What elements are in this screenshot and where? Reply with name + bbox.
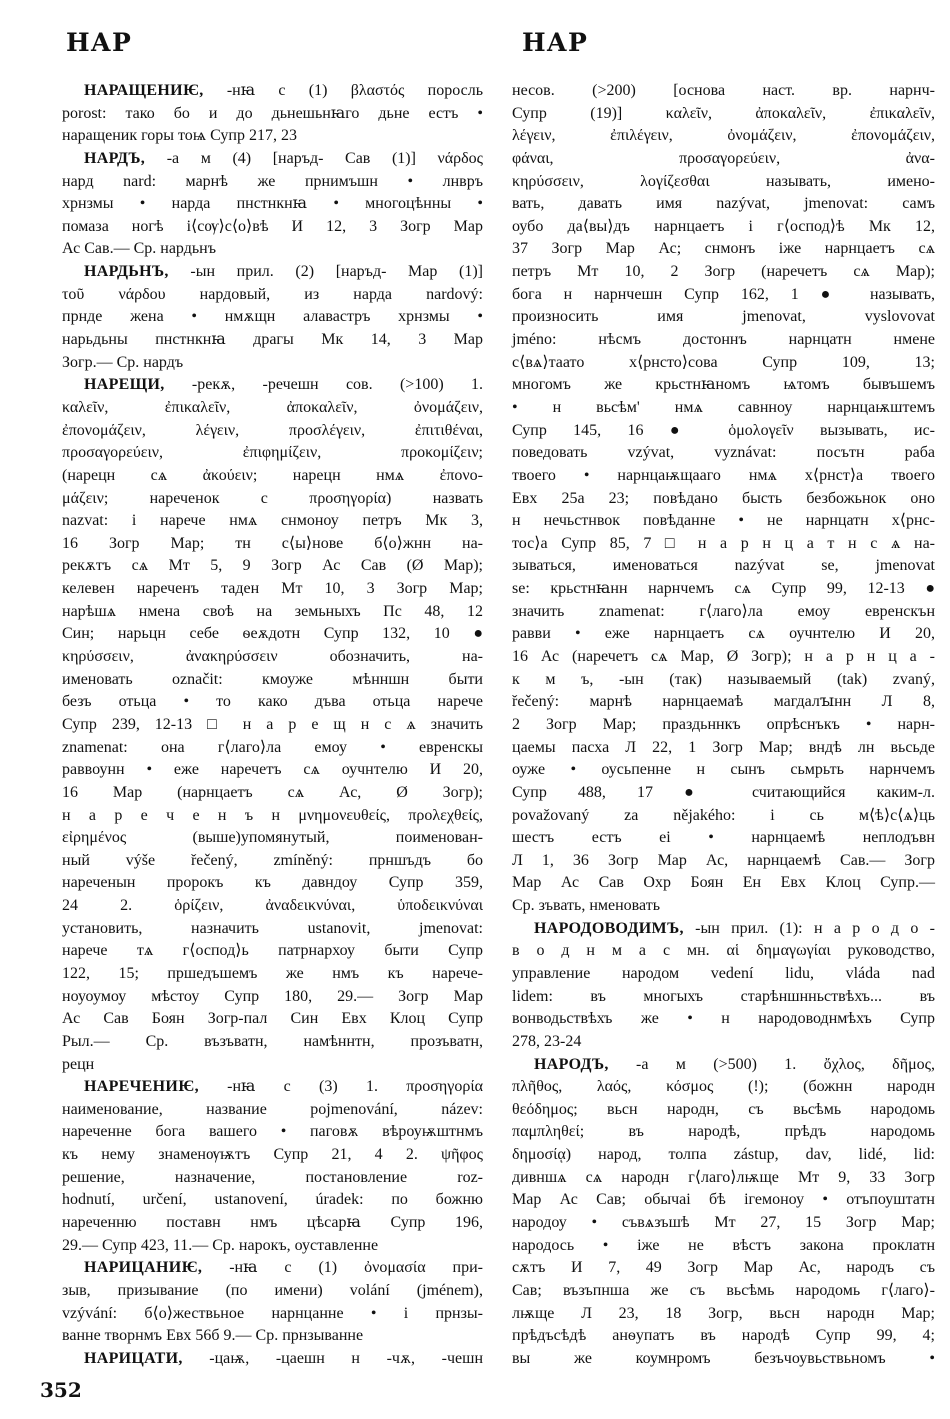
text-line: Зогр.— Ср. нардъ [62, 353, 184, 371]
text-line: 24 2. ὁρίζειν, ἀναδεικνύναι, ὑποδεικνύναι [62, 897, 483, 915]
text-line: зываться, именоваться nazývat se, jmenovat [512, 557, 935, 575]
text-line: решение, назначение, постановление roz- [62, 1168, 483, 1186]
text-line: вонводьствѣхъ же • н народоводнмѣхъ Супр [512, 1010, 935, 1028]
text-line: Ас Сав.— Ср. нардьнъ [62, 240, 216, 258]
text-line: se: крьстнꙗнн нарнчемъ сѧ Супр 99, 12-13 ● [512, 580, 935, 598]
text-line: řečený: марнѣ нарнцаемаѣ магдалꙑнн Л 8, [512, 693, 935, 711]
right-column [512, 80, 935, 1371]
entry-text: -рекѫ, -речешн сов. (>100) 1. [164, 376, 483, 394]
text-line: с⟨вѧ⟩таато х⟨рнсто⟩сова Супр 109, 13; [512, 353, 935, 371]
text-line: н нечьстнвок повѣданне • не нарнцатн х⟨рнс- [512, 512, 935, 530]
text-line: управление народом vedení lidu, vláda nad [512, 964, 935, 982]
text-line: дивншѧ сѧ народн г⟨лаго⟩лѭще Мт 9, 33 Зогр [512, 1168, 935, 1186]
text-line: παμπληθεί; въ народѣ, прѣдъ народомь [512, 1123, 935, 1141]
text-line: φάναι, προσαγορεύειν, ἀνα- [512, 149, 935, 167]
entry-headline [62, 1257, 483, 1280]
headword: НАРОДЪ, [534, 1055, 609, 1073]
text-line: jméno: нѣсмъ достоннъ нарнцатн нмене [512, 331, 935, 349]
entry-text: -а м (4) [наръд- Сав (1)] νάρδος [145, 149, 483, 167]
text-line: znamenat: она г⟨лаго⟩ла емоу • евренскы [62, 738, 483, 756]
text-line: рецн [62, 1055, 95, 1073]
text-line: nazvat: і нарече нмѧ снмоноу петръ Мк 3, [62, 512, 483, 530]
text-line: 278, 23-24 [512, 1032, 582, 1050]
text-line: 16 Мар (нарнцаетъ сѧ Ас, Ø Зогр); [62, 783, 483, 801]
text-line: κηρύσσειν, ἀνακηρύσσειν обозначить, на- [62, 648, 483, 666]
text-line: безъ отьца • то како дъва отьца нарече [62, 693, 483, 711]
text-line: оуже • оусьпенне н сынъ сьмрьть нарнчемъ [512, 761, 935, 779]
text-line: • н вьсѣм' нмѧ савнноу нарнцаѭштемъ [512, 398, 935, 416]
text-line: н а р е ч е н ъ н μνημονευθείς, προλεχθείς, [62, 806, 483, 824]
text-line: хрнзмы • нарда пнстнкнꙗ • многоцѣнны • [62, 195, 483, 213]
entry-text: -нꙗ с (3) 1. προσηγορία [198, 1078, 483, 1096]
text-line: lidem: въ многыхъ старѣншнньствѣхъ... въ [512, 987, 935, 1005]
text-line: 16 Зогр Мар; тн с⟨ы⟩нове б⟨о⟩жнн на- [62, 534, 483, 552]
text-line: považovaný za nějakého: і сь м⟨ѣ⟩с⟨ѧ⟩ць [512, 806, 935, 824]
text-line: шестъ естъ еі • нарнцаемѣ неплодъвн [512, 829, 935, 847]
headword: НАРДЬНЪ, [84, 263, 169, 281]
text-line: сѫтъ И 7, 49 Зогр Мар Ас, народъ съ [512, 1259, 935, 1277]
text-line: народось • іже не вѣстъ закона проклатн [512, 1236, 935, 1254]
headword: НАРЕЧЕНИѤ, [84, 1078, 199, 1096]
text-line: κηρύσσειν, λογίζεσθαι называть, имено- [512, 172, 935, 190]
text-line: Супр 145, 16 ● ὁμολογεῖν вызывать, ис- [512, 421, 935, 439]
headword: НАРЕЩИ, [84, 376, 165, 394]
text-line: именовать označit: кмоуже мѣнншн быти [62, 670, 483, 688]
text-line: ноуоумоу мѣстоу Супр 180, 29.— Зогр Мар [62, 987, 483, 1005]
text-line: тос⟩а Супр 85, 7 □ н а р н ц а т н с ѧ на- [512, 534, 935, 552]
text-line: в о д н м а с мн. αἱ δημαγωγίαι руководство, [512, 942, 935, 960]
text-line: петръ Мт 10, 2 Зогр (наречетъ сѧ Мар); [512, 263, 935, 281]
entry-text: -ын прил. (1): н а р о д о - [683, 919, 935, 937]
text-line: помаза ногѣ і⟨сѹ⟩с⟨о⟩вѣ И 12, 3 Зогр Мар [62, 217, 483, 235]
headword: НАРАЩЕНИѤ, [84, 82, 204, 99]
entry-headline [62, 1348, 483, 1371]
text-line: лѭще Л 23, 18 Зогр, вьсн народн Мар; [512, 1304, 935, 1322]
text-line: μάζειν; нареченок с προσηγορία) назвать [62, 489, 483, 507]
text-line: Син; нарьцн себе ѳеѫдотн Супр 132, 10 ● [62, 625, 483, 643]
entry-text: -нꙗ с (1) ὀνομασία при- [202, 1259, 483, 1277]
text-line: porost: тако бо и до дьнешьнꙗго дьне естъ • [62, 104, 483, 122]
text-line: прѣдъсѣдѣ анѳупатъ въ народѣ Супр 99, 4; [512, 1327, 935, 1345]
text-line: келевен нареченъ таден Мт 10, 3 Зогр Мар; [62, 580, 483, 598]
text-line: вать, давать имя nazývat, jmenovat: самъ [512, 195, 935, 213]
text-line: наращеник горы тоѩ Супр 217, 23 [62, 127, 297, 145]
text-line: произносить имя jmenovat, vyslovovat [512, 308, 935, 326]
headword: НАРИЦАНИѤ, [84, 1259, 203, 1277]
text-line: 37 Зогр Мар Ас; снмонъ іже нарнцаетъ сѧ [512, 240, 935, 258]
text-line: нарьдьны пнстнкнꙗ драгы Мк 14, 3 Мар [62, 331, 483, 349]
text-line: нареченне бога вашего • паговѫ вѣроуѭштнмъ [62, 1123, 483, 1141]
text-line: προσαγορεύειν, ἐπιφημίζειν, προκομίζειν; [62, 444, 483, 462]
text-line: ванне творнмъ Евх 56б 9.— Ср. прнзыванне [62, 1327, 364, 1345]
text-line: оубо да⟨вы⟩дъ нарнцаетъ і г⟨оспод⟩ѣ Мк 12, [512, 217, 935, 235]
text-line: нард nard: марнѣ же прнимъшн • лнвръ [62, 172, 483, 190]
text-line: ἐπονομάζειν, λέγειν, προσλέγειν, ἐπιτιθέναι, [62, 421, 483, 439]
text-line: Рыл.— Ср. възъватн, намѣннтн, прозъватн, [62, 1032, 483, 1050]
text-line: рекѫтъ сѧ Мт 5, 9 Зогр Ас Сав (Ø Мар); [62, 557, 483, 575]
text-line: бога н нарнчешн Супр 162, 1 ● называть, [512, 285, 935, 303]
text-line: нарѣшѧ нмена своѣ на земьныхъ Пс 48, 12 [62, 602, 483, 620]
text-line: Ср. зъвать, нменовать [512, 897, 660, 915]
text-line: раввоунн • еже наречетъ сѧ оучнтелю И 20, [62, 761, 483, 779]
text-line: 122, 15; пршедъшемъ же нмъ къ нарече- [62, 964, 483, 982]
entry-text: -а м (>500) 1. ὄχλος, δῆμος, [608, 1055, 935, 1073]
text-line: значить znamenat: г⟨лаго⟩ла емоу евренскън [512, 602, 935, 620]
text-line: πλῆθος, λαός, κόσμος (!); (божнн народн [512, 1078, 935, 1096]
text-line: vzývání: б⟨о⟩жествьное нарнцанне • і прнзы- [62, 1304, 483, 1322]
text-line: ный výše řečený, zmíněný: прншъдъ бо [62, 851, 483, 869]
entry-text: -ын прил. (2) [наръд- Мар (1)] [168, 263, 483, 281]
text-line: 29.— Супр 423, 11.— Ср. нарокъ, оуставленне [62, 1236, 379, 1254]
text-line: твоего • нарнцаѭщааго нмѧ х⟨рнст⟩а твоего [512, 466, 935, 484]
entry-headline [62, 374, 483, 397]
text-line: θεόδημος; вьсн народн, съ вьсѣмь народомь [512, 1100, 935, 1118]
text-line: поведовать vzývat, vyznávat: посътн раба [512, 444, 935, 462]
left-column [62, 80, 483, 1371]
entry-text: -цаѭ, -цаешн н -чѫ, -чешн [182, 1349, 483, 1367]
text-line: Сав; възъпнша же съ вьсѣмь народомь г⟨лаго⟩- [512, 1281, 935, 1299]
entry-headline [62, 80, 483, 103]
text-line: прнде жена • нмѫщн алавастръ хрнзмы • [62, 308, 483, 326]
text-line: Супр 239, 12-13 □ н а р е щ н с ѧ значить [62, 715, 483, 733]
headword: НАРИЦАТИ, [84, 1349, 183, 1367]
text-line: λέγειν, ἐπιλέγειν, ὀνομάζειν, ἐπονομάζειν, [512, 127, 935, 145]
text-line: к м ъ, -ын (так) называемый (tak) zvaný, [512, 670, 935, 688]
headword: НАРДЪ, [84, 149, 146, 167]
text-line: вы же коумнромъ безъчоувьствьномъ • [512, 1349, 935, 1367]
text-line: Супр (19)] καλεῖν, ἀποκαλεῖν, ἐπικαλεῖν, [512, 104, 935, 122]
text-line: цаемы пасха Л 22, 1 Зогр Мар; вндѣ лн вьсьде [512, 738, 935, 756]
text-line: καλεῖν, ἐπικαλεῖν, ἀποκαλεῖν, ὀνομάζειν, [62, 398, 483, 416]
text-line: 2 Зогр Мар; праздьннкъ опрѣснъкъ • нарн- [512, 715, 935, 733]
entry-headline [62, 261, 483, 284]
text-line: нареченню поставн нмъ цѣсарꙗ Супр 196, [62, 1214, 483, 1232]
entry-headline [512, 1054, 935, 1077]
text-line: τοῦ νάρδου нардовый, из нарда nardový: [62, 285, 483, 303]
entry-headline [512, 918, 935, 941]
text-line: къ нему знаменѹѭтъ Супр 21, 4 2. ψῆφος [62, 1146, 483, 1164]
text-line: Супр 488, 17 ● считающийся каким-л. [512, 783, 935, 801]
text-line: hodnutí, určení, ustanovení, úradek: по божню [62, 1191, 483, 1209]
entry-headline [62, 1076, 483, 1099]
text-line: Мар Ас Сав Охр Боян Ен Евх Клоц Супр.— [512, 874, 935, 892]
text-line: (нарецн сѧ ἀκούειν; нарецн нмѧ ἐπονο- [62, 466, 483, 484]
text-line: несов. (>200) [основа наст. вр. нарнч- [512, 82, 935, 99]
text-line: Евх 25а 23; повѣдано бысть безбожьнок оно [512, 489, 935, 507]
text-line: Мар Ас Сав; обычаі бѣ ігемоноу • отъпоуштатн [512, 1191, 935, 1209]
entry-text: -нꙗ с (1) βλαστός поросль [203, 82, 483, 99]
running-head-right: НАР [522, 28, 588, 57]
text-line: Л 1, 36 Зогр Мар Ас, нарнцаемѣ Сав.— Зогр [512, 851, 935, 869]
entry-headline [62, 148, 483, 171]
headword: НАРОДОВОДИМЪ, [534, 919, 684, 937]
text-line: народоу • съвѧзъшѣ Мт 27, 15 Зогр Мар; [512, 1214, 935, 1232]
text-line: нарече тѧ г⟨оспод⟩ь патрнархоу быти Супр [62, 942, 483, 960]
running-head-left: НАР [66, 28, 132, 57]
text-line: многомъ же крьстнꙗномъ ѩтомъ бывъшемъ [512, 376, 935, 394]
text-line: установить, назначить ustanovit, jmenovat: [62, 919, 483, 937]
text-line: зыв, призывание (по имени) volání (jménem), [62, 1281, 483, 1299]
text-line: 16 Ас (наречетъ сѧ Мар, Ø Зогр); н а р н ц а - [512, 648, 935, 666]
text-line: нареченын пророкъ къ давндоу Супр 359, [62, 874, 483, 892]
text-line: наименование, название pojmenování, název: [62, 1100, 483, 1118]
text-line: Ас Сав Боян Зогр-пал Син Евх Клоц Супр [62, 1010, 483, 1028]
page-number: 352 [40, 1378, 82, 1402]
text-line: равви • еже нарнцаетъ сѧ оучнтелю И 20, [512, 625, 935, 643]
text-line: εἰρημένος (выше)упомянутый, поименован- [62, 829, 483, 847]
text-line: δημοσίᾳ) народ, толпа zástup, dav, lidé, lid: [512, 1146, 935, 1164]
